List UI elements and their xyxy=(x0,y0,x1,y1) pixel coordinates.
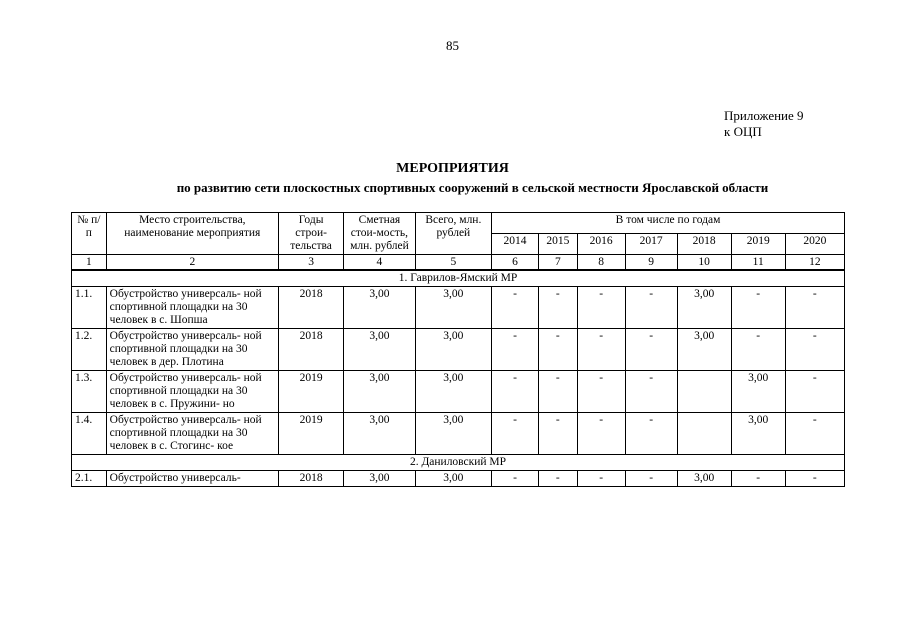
row-year-value: - xyxy=(785,413,844,455)
row-year-value: - xyxy=(577,329,625,371)
header-year: 2014 xyxy=(492,234,539,255)
table-row xyxy=(72,471,845,487)
row-year-value: - xyxy=(731,471,785,487)
column-numbers-row xyxy=(72,255,845,271)
row-year-value: 3,00 xyxy=(677,287,731,329)
table-row xyxy=(72,413,845,455)
row-cost: 3,00 xyxy=(344,329,415,371)
appendix-line-2: к ОЦП xyxy=(724,124,762,139)
row-year-value: - xyxy=(785,371,844,413)
section-row xyxy=(72,270,845,287)
page-number: 85 xyxy=(446,38,459,53)
row-total: 3,00 xyxy=(415,287,491,329)
column-number: 11 xyxy=(731,255,785,271)
header-place: Место строительства, наименование мероприятия xyxy=(106,213,278,255)
column-number: 2 xyxy=(106,255,278,271)
row-place: Обустройство универсаль- ной спортивной площадки на 30 человек в с. Стогинс- кое xyxy=(106,413,278,455)
column-number: 3 xyxy=(278,255,343,271)
row-year-value: - xyxy=(492,371,539,413)
measures-table xyxy=(71,212,845,487)
row-year-value: 3,00 xyxy=(731,371,785,413)
row-year-value: - xyxy=(785,287,844,329)
row-year-value: - xyxy=(538,287,577,329)
header-cost: Сметная стои-мость, млн. рублей xyxy=(344,213,415,255)
row-year: 2018 xyxy=(278,287,343,329)
header-by-years: В том числе по годам xyxy=(492,213,845,234)
column-number: 10 xyxy=(677,255,731,271)
column-number: 9 xyxy=(625,255,677,271)
header-year: 2018 xyxy=(677,234,731,255)
row-year-value: - xyxy=(625,471,677,487)
header-year: 2019 xyxy=(731,234,785,255)
row-year-value: - xyxy=(492,329,539,371)
row-year-value xyxy=(677,413,731,455)
appendix-label xyxy=(724,108,804,140)
row-year-value: - xyxy=(785,471,844,487)
row-year-value: - xyxy=(577,371,625,413)
row-cost: 3,00 xyxy=(344,413,415,455)
table-body xyxy=(72,270,845,487)
row-cost: 3,00 xyxy=(344,471,415,487)
header-num: № п/п xyxy=(72,213,107,255)
document-title: МЕРОПРИЯТИЯ xyxy=(396,161,509,176)
row-place: Обустройство универсаль- ной спортивной площадки на 30 человек в с. Пружини- но xyxy=(106,371,278,413)
row-year: 2018 xyxy=(278,329,343,371)
row-year-value: - xyxy=(731,329,785,371)
row-cost: 3,00 xyxy=(344,287,415,329)
row-total: 3,00 xyxy=(415,471,491,487)
row-year-value: - xyxy=(492,413,539,455)
table-header-row xyxy=(72,213,845,234)
row-num: 1.2. xyxy=(72,329,107,371)
row-year-value: 3,00 xyxy=(731,413,785,455)
row-year-value: - xyxy=(577,471,625,487)
column-number: 8 xyxy=(577,255,625,271)
header-year: 2015 xyxy=(538,234,577,255)
row-cost: 3,00 xyxy=(344,371,415,413)
table-row xyxy=(72,371,845,413)
header-year: 2016 xyxy=(577,234,625,255)
header-year: 2020 xyxy=(785,234,844,255)
document-subtitle: по развитию сети плоскостных спортивных сооружений в сельской местности Ярославской области xyxy=(176,180,769,195)
header-total: Всего, млн. рублей xyxy=(415,213,491,255)
row-year-value: 3,00 xyxy=(677,471,731,487)
row-year-value: - xyxy=(492,287,539,329)
header-years: Годы строи- тельства xyxy=(278,213,343,255)
row-year-value: - xyxy=(785,329,844,371)
row-year-value: - xyxy=(538,471,577,487)
row-num: 2.1. xyxy=(72,471,107,487)
row-year-value: - xyxy=(731,287,785,329)
row-total: 3,00 xyxy=(415,413,491,455)
row-year-value: - xyxy=(625,287,677,329)
row-year: 2019 xyxy=(278,371,343,413)
row-place: Обустройство универсаль- xyxy=(106,471,278,487)
row-year-value: - xyxy=(538,371,577,413)
column-number: 1 xyxy=(72,255,107,271)
row-place: Обустройство универсаль- ной спортивной площадки на 30 человек в дер. Плотина xyxy=(106,329,278,371)
row-year-value: 3,00 xyxy=(677,329,731,371)
row-year-value: - xyxy=(625,371,677,413)
row-year-value xyxy=(677,371,731,413)
section-row xyxy=(72,455,845,471)
table-row xyxy=(72,287,845,329)
row-year: 2018 xyxy=(278,471,343,487)
row-total: 3,00 xyxy=(415,329,491,371)
row-num: 1.1. xyxy=(72,287,107,329)
column-number: 4 xyxy=(344,255,415,271)
row-total: 3,00 xyxy=(415,371,491,413)
row-year-value: - xyxy=(625,329,677,371)
column-number: 5 xyxy=(415,255,491,271)
column-number: 7 xyxy=(538,255,577,271)
header-year: 2017 xyxy=(625,234,677,255)
row-num: 1.3. xyxy=(72,371,107,413)
section-title: 1. Гаврилов-Ямский МР xyxy=(72,270,845,287)
row-year: 2019 xyxy=(278,413,343,455)
table-row xyxy=(72,329,845,371)
row-place: Обустройство универсаль- ной спортивной площадки на 30 человек в с. Шопша xyxy=(106,287,278,329)
row-year-value: - xyxy=(577,413,625,455)
row-year-value: - xyxy=(492,471,539,487)
row-year-value: - xyxy=(538,413,577,455)
row-year-value: - xyxy=(625,413,677,455)
column-number: 12 xyxy=(785,255,844,271)
appendix-line-1: Приложение 9 xyxy=(724,108,804,123)
row-year-value: - xyxy=(538,329,577,371)
row-num: 1.4. xyxy=(72,413,107,455)
row-year-value: - xyxy=(577,287,625,329)
section-title: 2. Даниловский МР xyxy=(72,455,845,471)
column-number: 6 xyxy=(492,255,539,271)
